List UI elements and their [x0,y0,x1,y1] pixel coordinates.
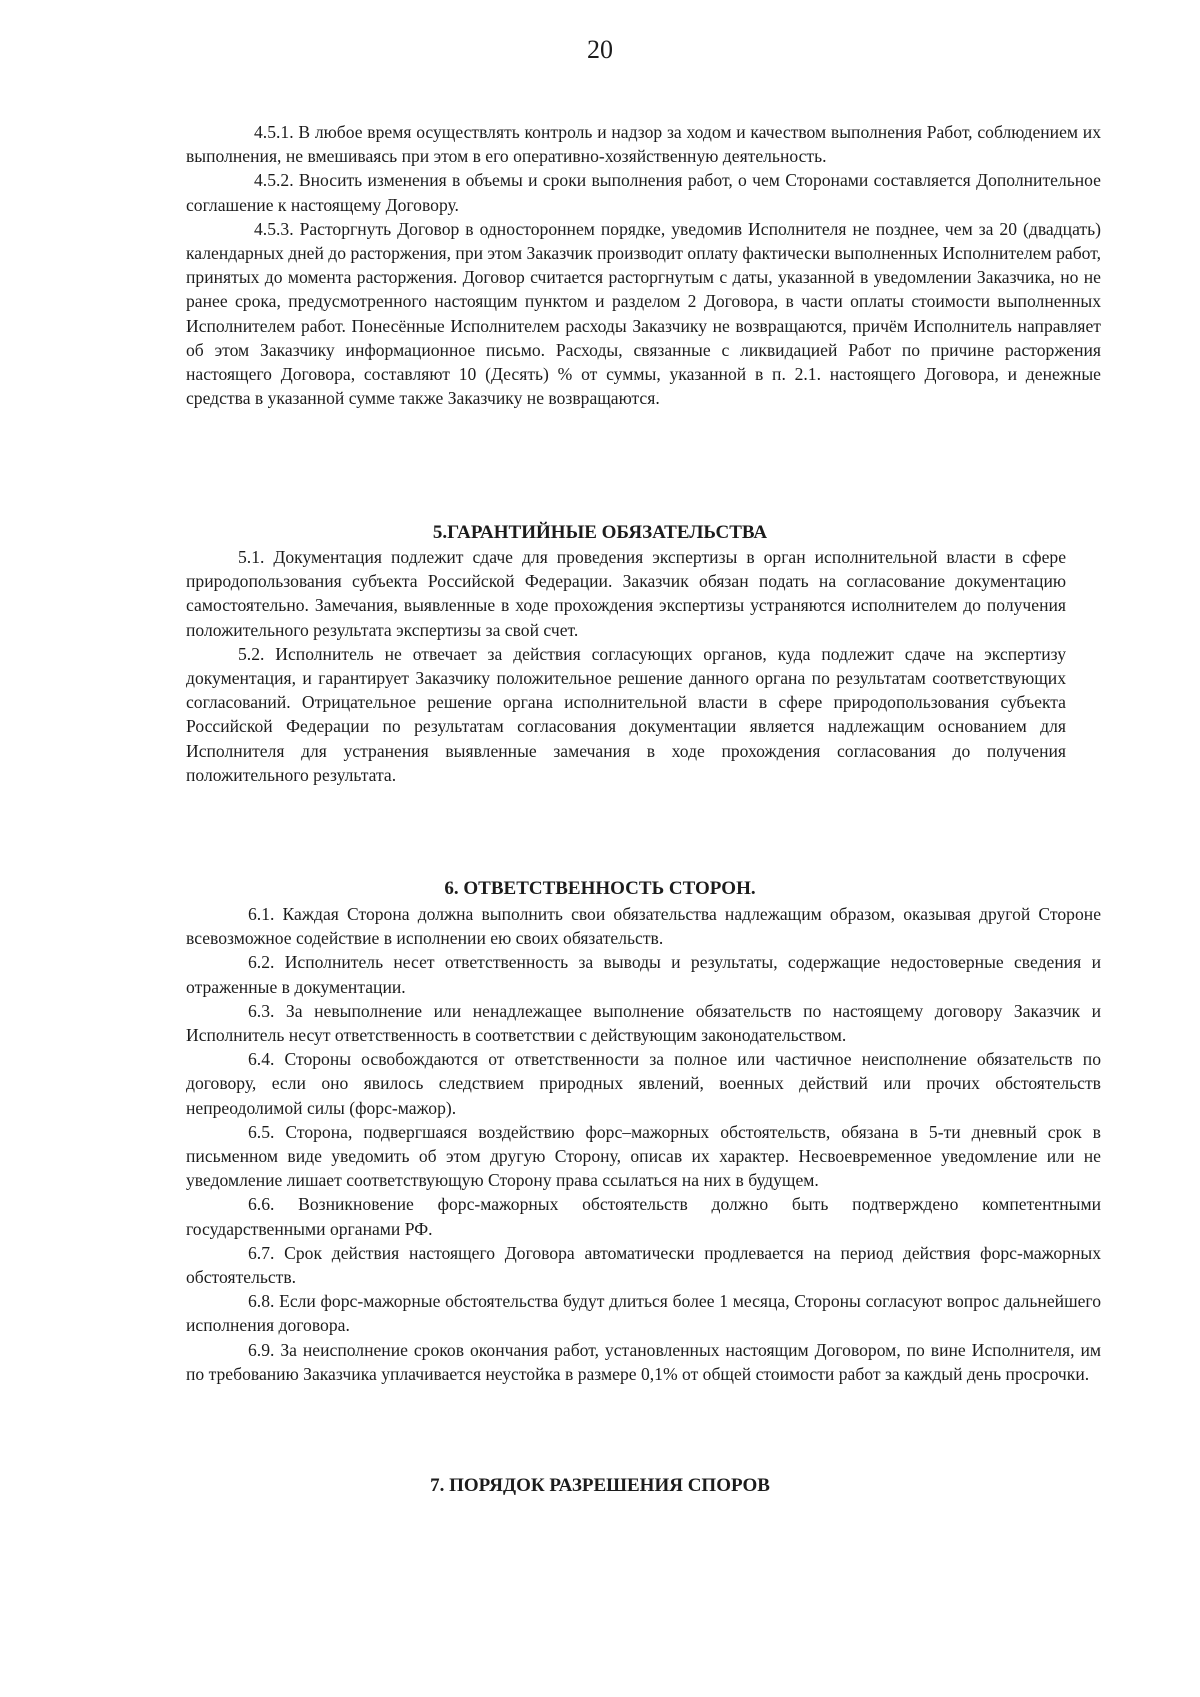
clause-6-7: 6.7. Срок действия настоящего Договора автоматически продлевается на период действия форс-мажорных обстоятельств. [186,1242,1101,1288]
clause-4-5-1: 4.5.1. В любое время осуществлять контроль и надзор за ходом и качеством выполнения Работ, соблюдением их выполнения, не вмешиваясь при этом в его оперативно-хозяйственную деятельность. [186,122,1101,167]
clause-6-3: 6.3. За невыполнение или ненадлежащее выполнение обязательств по настоящему договору Заказчик и Исполнитель несут ответственность в соответствии с действующим законодательством. [186,1000,1101,1046]
clause-6-6: 6.6. Возникновение форс-мажорных обстоятельств должно быть подтверждено компетентными государственными органами РФ. [186,1194,1101,1239]
clause-6-9: 6.9. За неисполнение сроков окончания работ, установленных настоящим Договором, по вине Исполнителя, им по требованию Заказчика уплачивается неустойка в размере 0,1% от общей стоимости работ за каждый день просрочки. [186,1339,1101,1384]
section-6-clauses [186,902,1101,1386]
clause-5-1: 5.1. Документация подлежит сдаче для проведения экспертизы в орган исполнительной власти в сфере природопользования субъекта Российской Федерации. Заказчик обязан подать на согласование документацию самостоятельно. Замечания, выявленные в ходе прохождения экспертизы устраняются исполнителем до получения положительного результата экспертизы за свой счет. [186,547,1066,640]
section-5-clauses [186,545,1066,787]
section-6-title: 6. ОТВЕТСТВЕННОСТЬ СТОРОН. [444,878,756,899]
clause-6-2: 6.2. Исполнитель несет ответственность за выводы и результаты, содержащие недостоверные сведения и отраженные в документации. [186,952,1101,997]
clause-6-8: 6.8. Если форс-мажорные обстоятельства будут длиться более 1 месяца, Стороны согласуют вопрос дальнейшего исполнения договора. [186,1291,1101,1336]
section-7-title: 7. ПОРЯДОК РАЗРЕШЕНИЯ СПОРОВ [430,1475,770,1496]
clause-5-2: 5.2. Исполнитель не отвечает за действия согласующих органов, куда подлежит сдаче на экспертизу документация, и гарантирует Заказчику положительное решение данного органа по результатам соответствующих согласований. Отрицательное решение органа исполнительной власти в сфере природопользования субъекта Российской Федерации по результатам согласования документации является надлежащим основанием для Исполнителя для устранения выявленные замечания в ходе прохождения согласования до получения положительного результата. [186,643,1066,785]
section-4-clauses [186,120,1101,410]
page-number: 20 [587,35,613,64]
clause-6-4: 6.4. Стороны освобождаются от ответственности за полное или частичное неисполнение обязательств по договору, если оно явилось следствием природных явлений, военных действий или прочих обстоятельств непреодолимой силы (форс-мажор). [186,1049,1101,1118]
section-5-title: 5.ГАРАНТИЙНЫЕ ОБЯЗАТЕЛЬСТВА [432,522,768,543]
clause-4-5-2: 4.5.2. Вносить изменения в объемы и сроки выполнения работ, о чем Сторонами составляется Дополнительное соглашение к настоящему Договору. [186,170,1101,215]
clause-4-5-3: 4.5.3. Расторгнуть Договор в одностороннем порядке, уведомив Исполнителя не позднее, чем за 20 (двадцать) календарных дней до расторжения, при этом Заказчик производит оплату фактически выполненных Исполнителем работ, принятых до момента расторжения. Договор считается расторгнутым с даты, указанной в уведомлении Заказчика, но не ранее срока, предусмотренного настоящим пунктом и разделом 2 Договора, в части оплаты стоимости выполненных Исполнителем работ. Понесённые Исполнителем расходы Заказчику не возвращаются, причём Исполнитель направляет об этом Заказчику информационное письмо. Расходы, связанные с ликвидацией Работ по причине расторжения настоящего Договора, составляют 10 (Десять) % от суммы, указанной в п. 2.1. настоящего Договора, и денежные средства в указанной сумме также Заказчику не возвращаются. [186,218,1101,409]
clause-6-5: 6.5. Сторона, подвергшаяся воздействию форс–мажорных обстоятельств, обязана в 5-ти дневный срок в письменном виде уведомить об этом другую Сторону, описав их характер. Несвоевременное уведомление или не уведомление лишает соответствующую Сторону права ссылаться на них в будущем. [186,1121,1101,1191]
clause-6-1: 6.1. Каждая Сторона должна выполнить свои обязательства надлежащим образом, оказывая другой Стороне всевозможное содействие в исполнении ею своих обязательств. [186,904,1101,949]
